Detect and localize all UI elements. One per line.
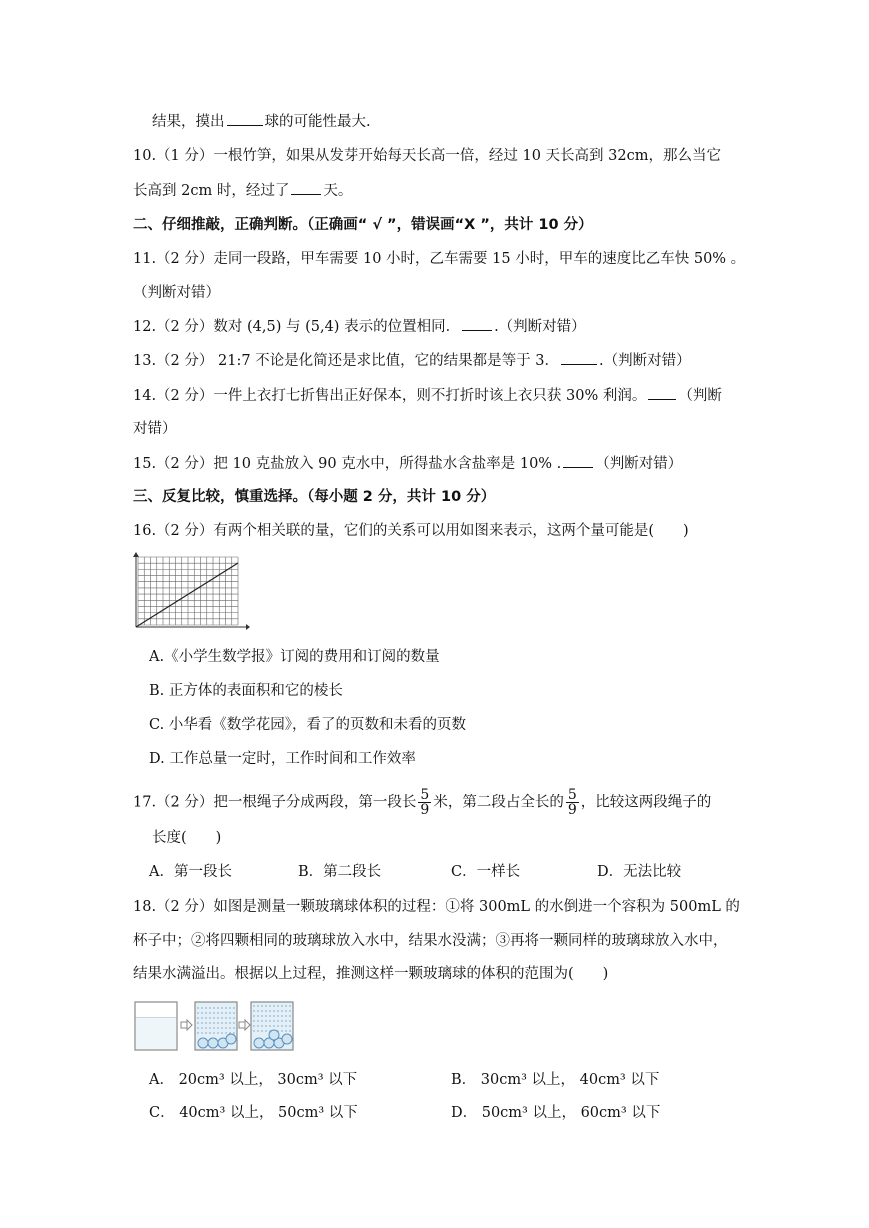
q16-stem: 16.（2 分）有两个相关联的量，它们的关系可以用如图来表示，这两个量可能是( ) — [133, 523, 689, 539]
q14-text-after: （判断 — [678, 388, 722, 404]
section2-title: 二、仔细推敲，正确判断。（正确画“ √ ”，错误画“X ”，共计 10 分） — [133, 217, 593, 233]
q13-text-after: .（判断对错） — [599, 353, 691, 369]
q17-text-before: 17.（2 分）把一根绳子分成两段，第一段长 — [133, 794, 417, 811]
q12-line — [133, 316, 586, 337]
q13-answer-blank[interactable] — [561, 350, 597, 365]
q16-option-b[interactable]: B. 正方体的表面积和它的棱长 — [149, 683, 343, 699]
q17-option-a[interactable]: A．第一段长 — [149, 864, 232, 880]
q16-x-arrow — [246, 624, 250, 630]
q12-answer-blank[interactable] — [462, 316, 492, 331]
q13-text-before: 13.（2 分） 21:7 不论是化简还是求比值，它的结果都是等于 3． — [133, 353, 560, 369]
q17-line2: 长度( ) — [152, 830, 222, 846]
q18-beaker-3 — [251, 1002, 293, 1050]
q14-text-before: 14.（2 分）一件上衣打七折售出正好保本，则不打折时该上衣只获 30% 利润。 — [133, 388, 647, 404]
q18-line1: 18.（2 分）如图是测量一颗玻璃球体积的过程：①将 300mL 的水倒进一个容积为 500mL 的 — [133, 899, 740, 915]
q18-beakers-figure — [133, 998, 295, 1054]
q18-option-d[interactable]: D． 50cm³ 以上， 60cm³ 以下 — [451, 1105, 661, 1121]
q9-line — [152, 111, 371, 132]
q14-line2: 对错） — [133, 421, 177, 437]
q17-option-d[interactable]: D．无法比较 — [597, 864, 682, 880]
q17-option-b[interactable]: B．第二段长 — [298, 864, 382, 880]
q10-text-after: 天。 — [323, 183, 353, 199]
q18-option-c[interactable]: C． 40cm³ 以上， 50cm³ 以下 — [149, 1105, 358, 1121]
q18-line2: 杯子中；②将四颗相同的玻璃球放入水中，结果水没满；③再将一颗同样的玻璃球放入水中， — [133, 933, 728, 949]
q16-option-c[interactable]: C. 小华看《数学花园》，看了的页数和未看的页数 — [149, 717, 467, 733]
section3-title: 三、反复比较，慎重选择。（每小题 2 分，共计 10 分） — [133, 489, 496, 505]
q15-text-before: 15.（2 分）把 10 克盐放入 90 克水中，所得盐水含盐率是 10% . — [133, 456, 562, 472]
q17-text-after: ，比较这两段绳子的 — [580, 794, 712, 811]
q15-line — [133, 453, 682, 474]
q17-frac1-denominator: 9 — [420, 802, 430, 818]
q18-beaker-2 — [195, 1002, 237, 1050]
q11-line1: 11.（2 分）走同一段路，甲车需要 10 小时，乙车需要 15 小时，甲车的速度比乙车快 50% 。 — [133, 251, 746, 267]
q15-answer-blank[interactable] — [563, 453, 593, 468]
q14-line1 — [133, 385, 722, 406]
q13-line — [133, 350, 691, 371]
q11-line2: （判断对错） — [133, 285, 220, 301]
q12-text-before: 12.（2 分）数对 (4,5) 与 (5,4) 表示的位置相同． — [133, 319, 461, 335]
q16-grid-lines — [138, 557, 238, 625]
q17-frac1-numerator: 5 — [420, 787, 430, 803]
q17-text-mid: 米，第二段占全长的 — [433, 794, 564, 811]
q10-line2 — [133, 180, 352, 201]
q16-option-d[interactable]: D. 工作总量一定时，工作时间和工作效率 — [149, 751, 416, 767]
q16-option-a[interactable]: A.《小学生数学报》订阅的费用和订阅的数量 — [149, 649, 440, 665]
q17-fraction-1 — [418, 788, 431, 817]
q14-answer-blank[interactable] — [648, 385, 676, 400]
q18-option-a[interactable]: A． 20cm³ 以上， 30cm³ 以下 — [149, 1072, 358, 1088]
q9-answer-blank[interactable] — [227, 111, 263, 126]
q10-answer-blank[interactable] — [291, 180, 321, 195]
q9-text-before: 结果，摸出 — [152, 114, 225, 130]
q18-line3: 结果水满溢出。根据以上过程，推测这样一颗玻璃球的体积的范围为( ) — [133, 966, 609, 982]
q17-fraction-2 — [566, 788, 579, 817]
q17-frac2-numerator: 5 — [567, 787, 577, 803]
q17-frac2-denominator: 9 — [567, 802, 577, 818]
q9-text-after: 球的可能性最大. — [264, 114, 371, 130]
q16-graph-figure — [132, 551, 250, 633]
q16-relation-line — [136, 563, 238, 627]
q18-option-b[interactable]: B． 30cm³ 以上， 40cm³ 以下 — [451, 1072, 660, 1088]
q16-y-arrow — [133, 552, 139, 557]
q10-line1: 10.（1 分）一根竹笋，如果从发芽开始每天长高一倍，经过 10 天长高到 32cm，那么当它 — [133, 148, 721, 164]
q12-text-after: .（判断对错） — [494, 319, 586, 335]
q17-option-c[interactable]: C．一样长 — [451, 864, 521, 880]
q18-arrow-2-icon — [239, 1020, 250, 1030]
q15-text-after: （判断对错） — [595, 456, 683, 472]
q17-line1 — [133, 788, 711, 817]
q18-arrow-1-icon — [181, 1020, 192, 1030]
q10-text-before: 长高到 2cm 时，经过了 — [133, 183, 290, 199]
q18-beaker-1 — [135, 1002, 177, 1050]
